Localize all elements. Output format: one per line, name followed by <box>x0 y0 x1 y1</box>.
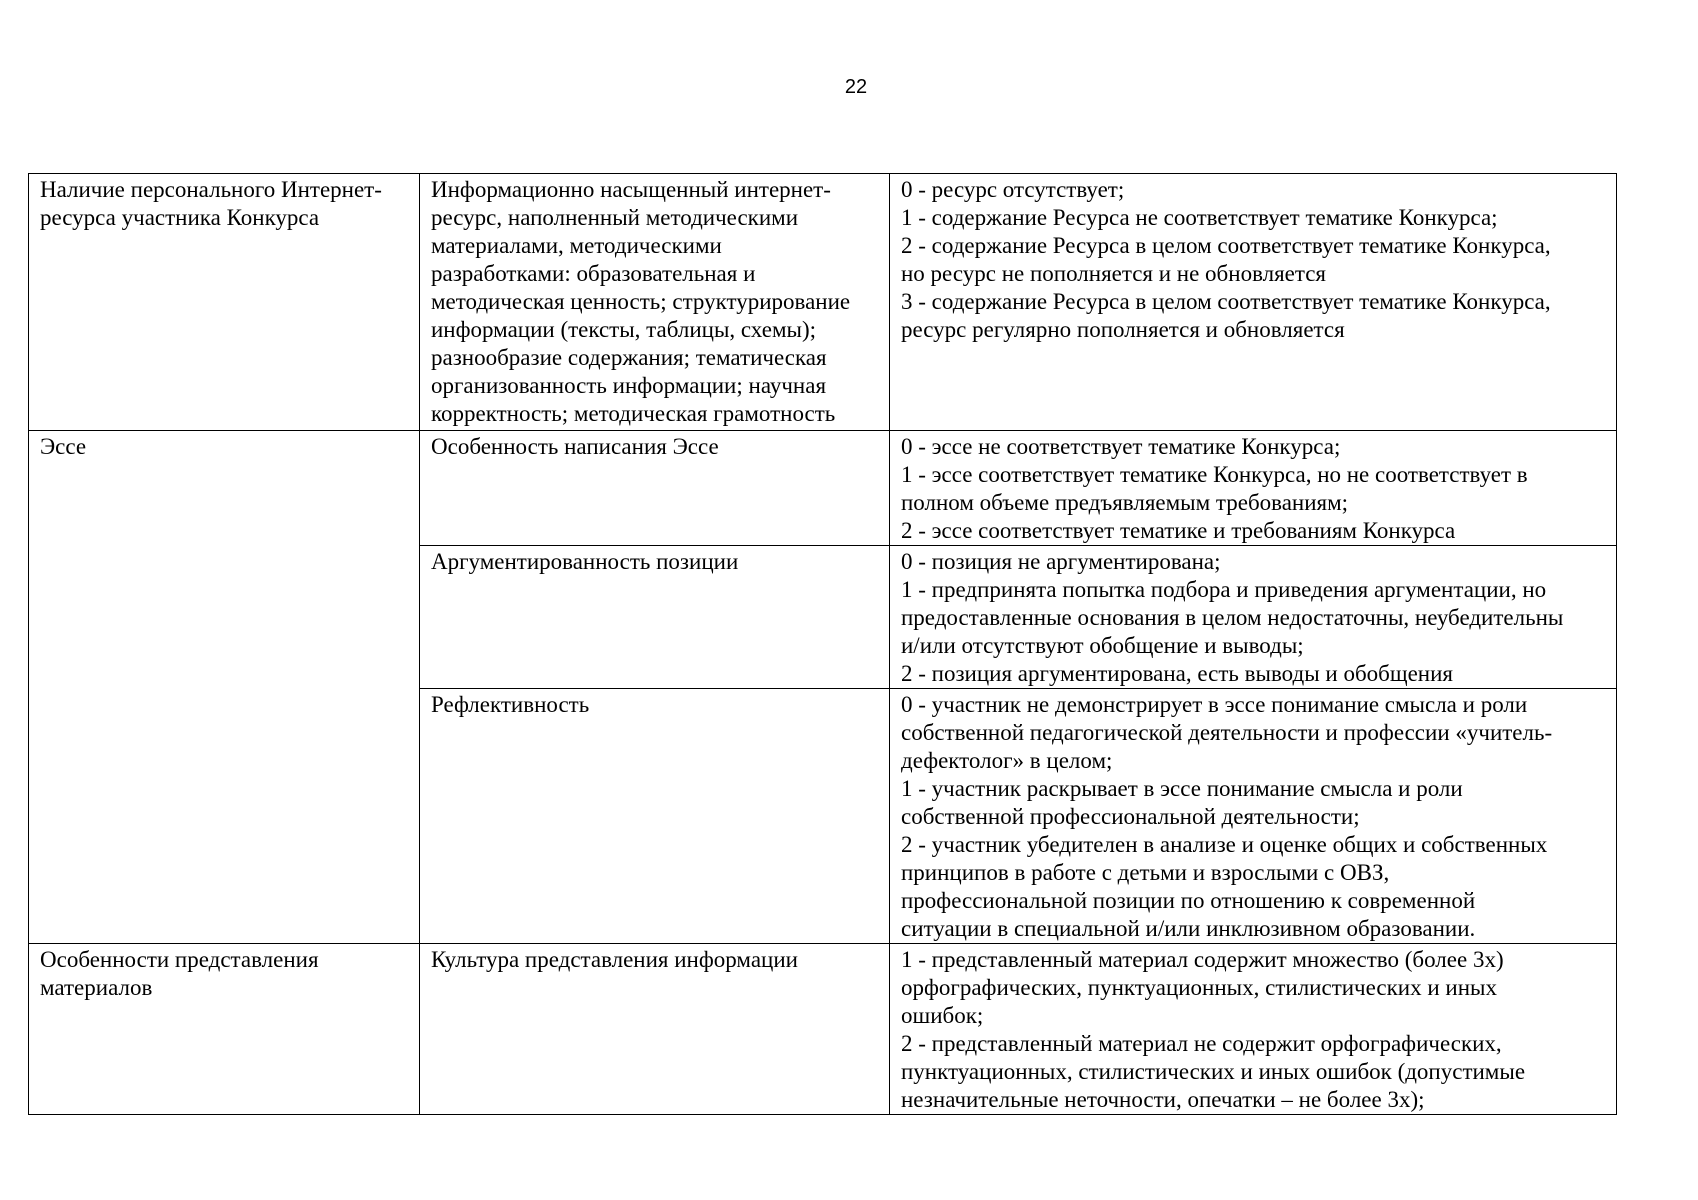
scale-cell: 0 - эссе не соответствует тематике Конкурса; 1 - эссе соответствует тематике Конкурса, но не соответствует в полном объеме предъявляемым требованиям; 2 - эссе соответствует тематике и требованиям Конкурса <box>890 431 1617 546</box>
indicator-cell: Культура представления информации <box>420 944 890 1115</box>
page-number: 22 <box>844 76 868 98</box>
table-row <box>29 431 1617 546</box>
indicator-cell: Информационно насыщенный интернет- ресурс, наполненный методическими материалами, методическими разработками: образовательная и методическая ценность; структурирование информации (тексты, таблицы, схемы); разнообразие содержания; тематическая организованность информации; научная корректность; методическая грамотность <box>420 174 890 431</box>
criterion-cell: Особенности представления материалов <box>29 944 420 1115</box>
scale-cell: 0 - ресурс отсутствует; 1 - содержание Ресурса не соответствует тематике Конкурса; 2 - содержание Ресурса в целом соответствует тематике Конкурса, но ресурс не пополняется и не обновляется 3 - содержание Ресурса в целом соответствует тематике Конкурса, ресурс регулярно пополняется и обновляется <box>890 174 1617 431</box>
table-row <box>29 174 1617 431</box>
criterion-cell: Наличие персонального Интернет- ресурса участника Конкурса <box>29 174 420 431</box>
indicator-cell: Рефлективность <box>420 689 890 944</box>
table-row <box>29 944 1617 1115</box>
indicator-cell: Особенность написания Эссе <box>420 431 890 546</box>
indicator-cell: Аргументированность позиции <box>420 546 890 689</box>
criterion-cell: Эссе <box>29 431 420 944</box>
scale-cell: 1 - представленный материал содержит множество (более 3х) орфографических, пунктуационных, стилистических и иных ошибок; 2 - представленный материал не содержит орфографических, пунктуационных, стилистических и иных ошибок (допустимые незначительные неточности, опечатки – не более 3х); <box>890 944 1617 1115</box>
scale-cell: 0 - участник не демонстрирует в эссе понимание смысла и роли собственной педагогической деятельности и профессии «учитель- дефектолог» в целом; 1 - участник раскрывает в эссе понимание смысла и роли собственной профессиональной деятельности; 2 - участник убедителен в анализе и оценке общих и собственных принципов в работе с детьми и взрослыми с ОВЗ, профессиональной позиции по отношению к современной ситуации в специальной и/или инклюзивном образовании. <box>890 689 1617 944</box>
criteria-table <box>28 173 1617 1115</box>
scale-cell: 0 - позиция не аргументирована; 1 - предпринята попытка подбора и приведения аргументации, но предоставленные основания в целом недостаточны, неубедительны и/или отсутствуют обобщение и выводы; 2 - позиция аргументирована, есть выводы и обобщения <box>890 546 1617 689</box>
